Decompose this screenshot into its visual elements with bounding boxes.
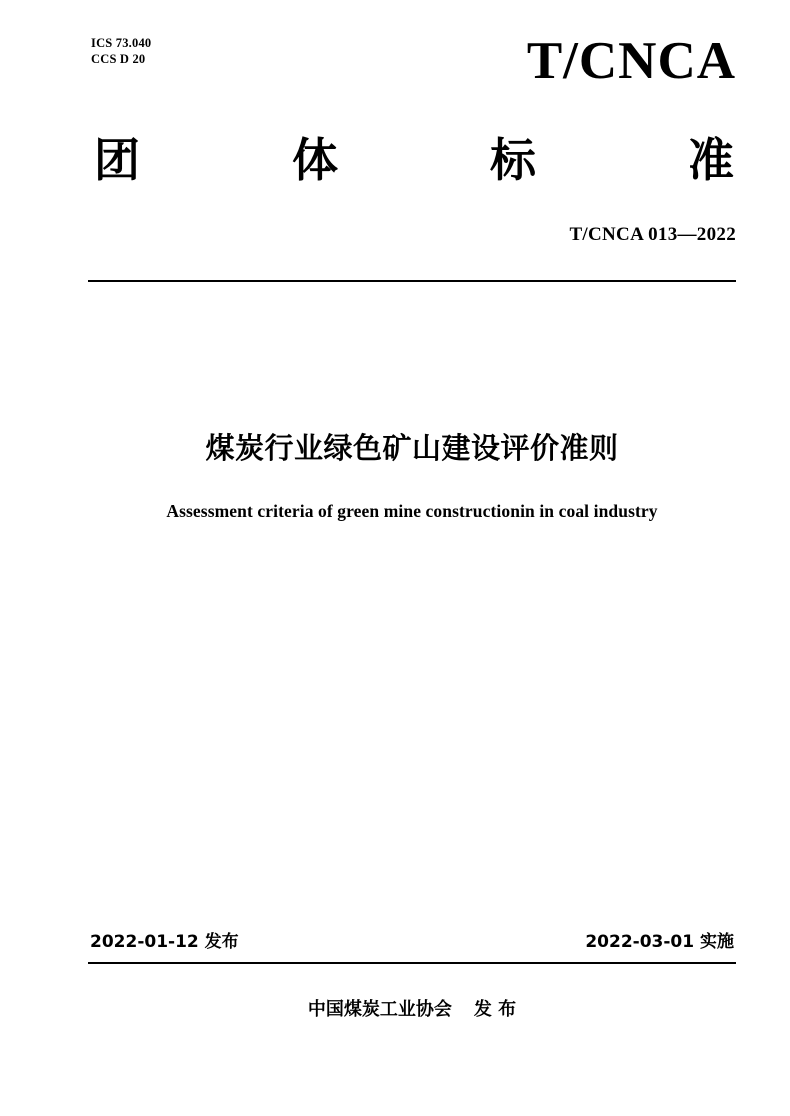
document-title-chinese: 煤炭行业绿色矿山建设评价准则: [205, 431, 619, 465]
publisher-line: [88, 997, 736, 1023]
organization-logo-text: T/CNCA: [526, 32, 736, 90]
category-char-3: 标: [490, 133, 536, 187]
category-char-1: 团: [94, 133, 140, 187]
cover-header: [88, 30, 736, 110]
issue-date: 2022-01-12 发布: [90, 932, 239, 952]
standard-number: T/CNCA 013—2022: [569, 224, 736, 245]
ccs-code: CCS D 20: [91, 52, 146, 66]
footer-divider: [88, 962, 736, 964]
classification-codes: [91, 36, 151, 67]
header-divider: [88, 280, 736, 282]
cover-content: [88, 0, 736, 1116]
document-category: [94, 132, 734, 188]
ics-code: ICS 73.040: [91, 36, 152, 50]
publisher-action: 发 布: [473, 999, 517, 1020]
category-char-4: 准: [688, 133, 734, 187]
document-title-english: Assessment criteria of green mine constructionin in coal industry: [166, 501, 658, 521]
publisher-name: 中国煤炭工业协会: [307, 999, 452, 1020]
effective-date: 2022-03-01 实施: [585, 932, 734, 952]
category-char-2: 体: [292, 133, 338, 187]
